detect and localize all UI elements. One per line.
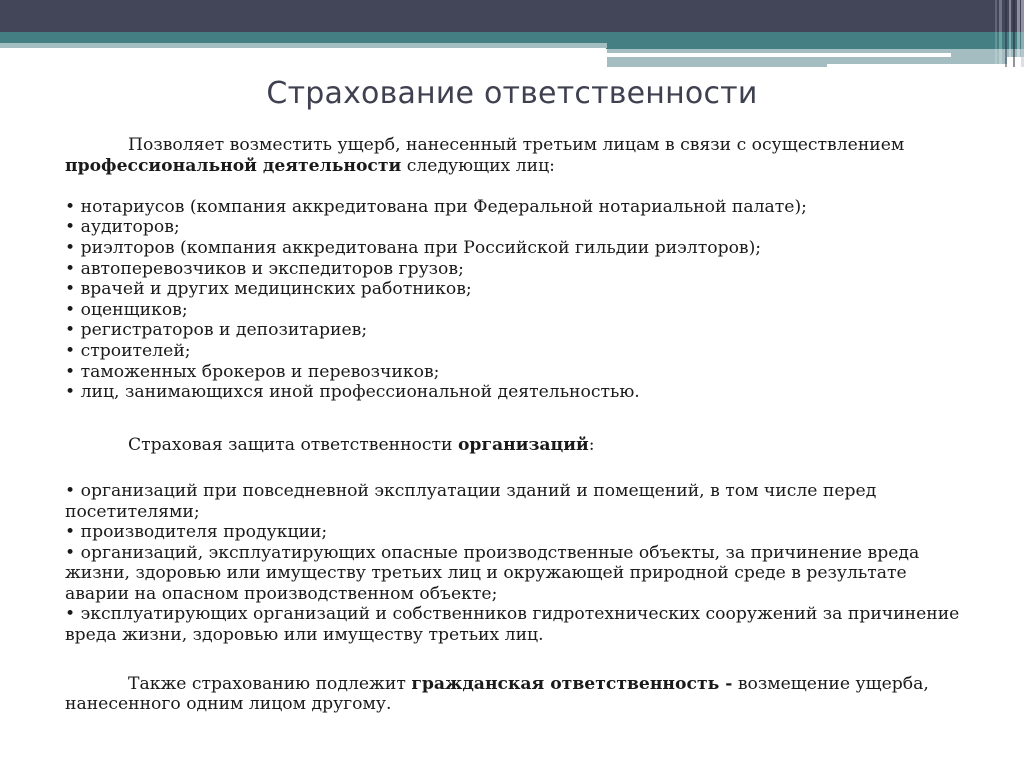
header-vertical-stripe bbox=[1009, 0, 1011, 67]
organizations-intro-text: Страховая защита ответственности bbox=[128, 435, 458, 456]
header-vertical-stripe bbox=[1005, 0, 1007, 67]
intro-bold: профессиональной деятельности bbox=[65, 155, 402, 176]
list-item: • нотариусов (компания аккредитована при Федеральной нотариальной палате); bbox=[65, 197, 965, 218]
list-item: • строителей; bbox=[65, 341, 965, 362]
professions-list bbox=[65, 197, 965, 403]
organizations-intro-bold: организаций bbox=[457, 435, 589, 456]
header-light-strip-left bbox=[0, 43, 607, 48]
list-item: • автоперевозчиков и экспедиторов грузов; bbox=[65, 259, 965, 280]
closing-bold: гражданская ответственность - bbox=[411, 673, 733, 694]
organizations-intro-paragraph bbox=[65, 435, 965, 456]
organizations-list bbox=[65, 481, 965, 646]
organizations-intro-text-end: : bbox=[588, 435, 595, 456]
spacer bbox=[65, 423, 965, 435]
intro-text-end: следующих лиц: bbox=[401, 155, 555, 176]
header-dark-band bbox=[0, 0, 1024, 32]
list-item: • организаций при повседневной эксплуатации зданий и помещений, в том числе перед посетителями; bbox=[65, 481, 965, 522]
spacer bbox=[65, 176, 965, 197]
list-item: • риэлторов (компания аккредитована при Российской гильдии риэлторов); bbox=[65, 238, 965, 259]
list-item: • регистраторов и депозитариев; bbox=[65, 320, 965, 341]
intro-text: Позволяет возместить ущерб, нанесенный третьим лицам в связи с осуществлением bbox=[128, 135, 905, 155]
list-item: • таможенных брокеров и перевозчиков; bbox=[65, 362, 965, 383]
list-item: • аудиторов; bbox=[65, 217, 965, 238]
list-item: • оценщиков; bbox=[65, 300, 965, 321]
spacer bbox=[65, 456, 965, 481]
header-vertical-stripe bbox=[1013, 0, 1015, 67]
closing-paragraph bbox=[65, 674, 965, 715]
spacer bbox=[65, 646, 965, 674]
closing-text-end: возмещение ущерба, нанесенного одним лицом другому. bbox=[65, 673, 929, 715]
list-item: • эксплуатирующих организаций и собственников гидротехнических сооружений за причинение вреда жизни, здоровью или имуществу третьих лиц. bbox=[65, 604, 965, 645]
slide-body bbox=[65, 135, 965, 715]
list-item: • организаций, эксплуатирующих опасные производственные объекты, за причинение вреда жизни, здоровью или имуществу третьих лиц и окружающей природной среде в результате аварии на опасном производственном объекте; bbox=[65, 543, 965, 605]
list-item: • лиц, занимающихся иной профессиональной деятельностью. bbox=[65, 382, 965, 403]
header-white-cut bbox=[827, 64, 1007, 67]
spacer bbox=[65, 403, 965, 424]
header-vertical-stripe bbox=[999, 0, 1002, 67]
intro-paragraph bbox=[65, 135, 965, 176]
list-item: • врачей и других медицинских работников; bbox=[65, 279, 965, 300]
closing-text: Также страхованию подлежит bbox=[128, 673, 412, 694]
slide-title: Страхование ответственности bbox=[266, 76, 758, 111]
header-vertical-stripe bbox=[995, 0, 997, 67]
header-vertical-stripe bbox=[1017, 0, 1020, 67]
list-item: • производителя продукции; bbox=[65, 522, 965, 543]
